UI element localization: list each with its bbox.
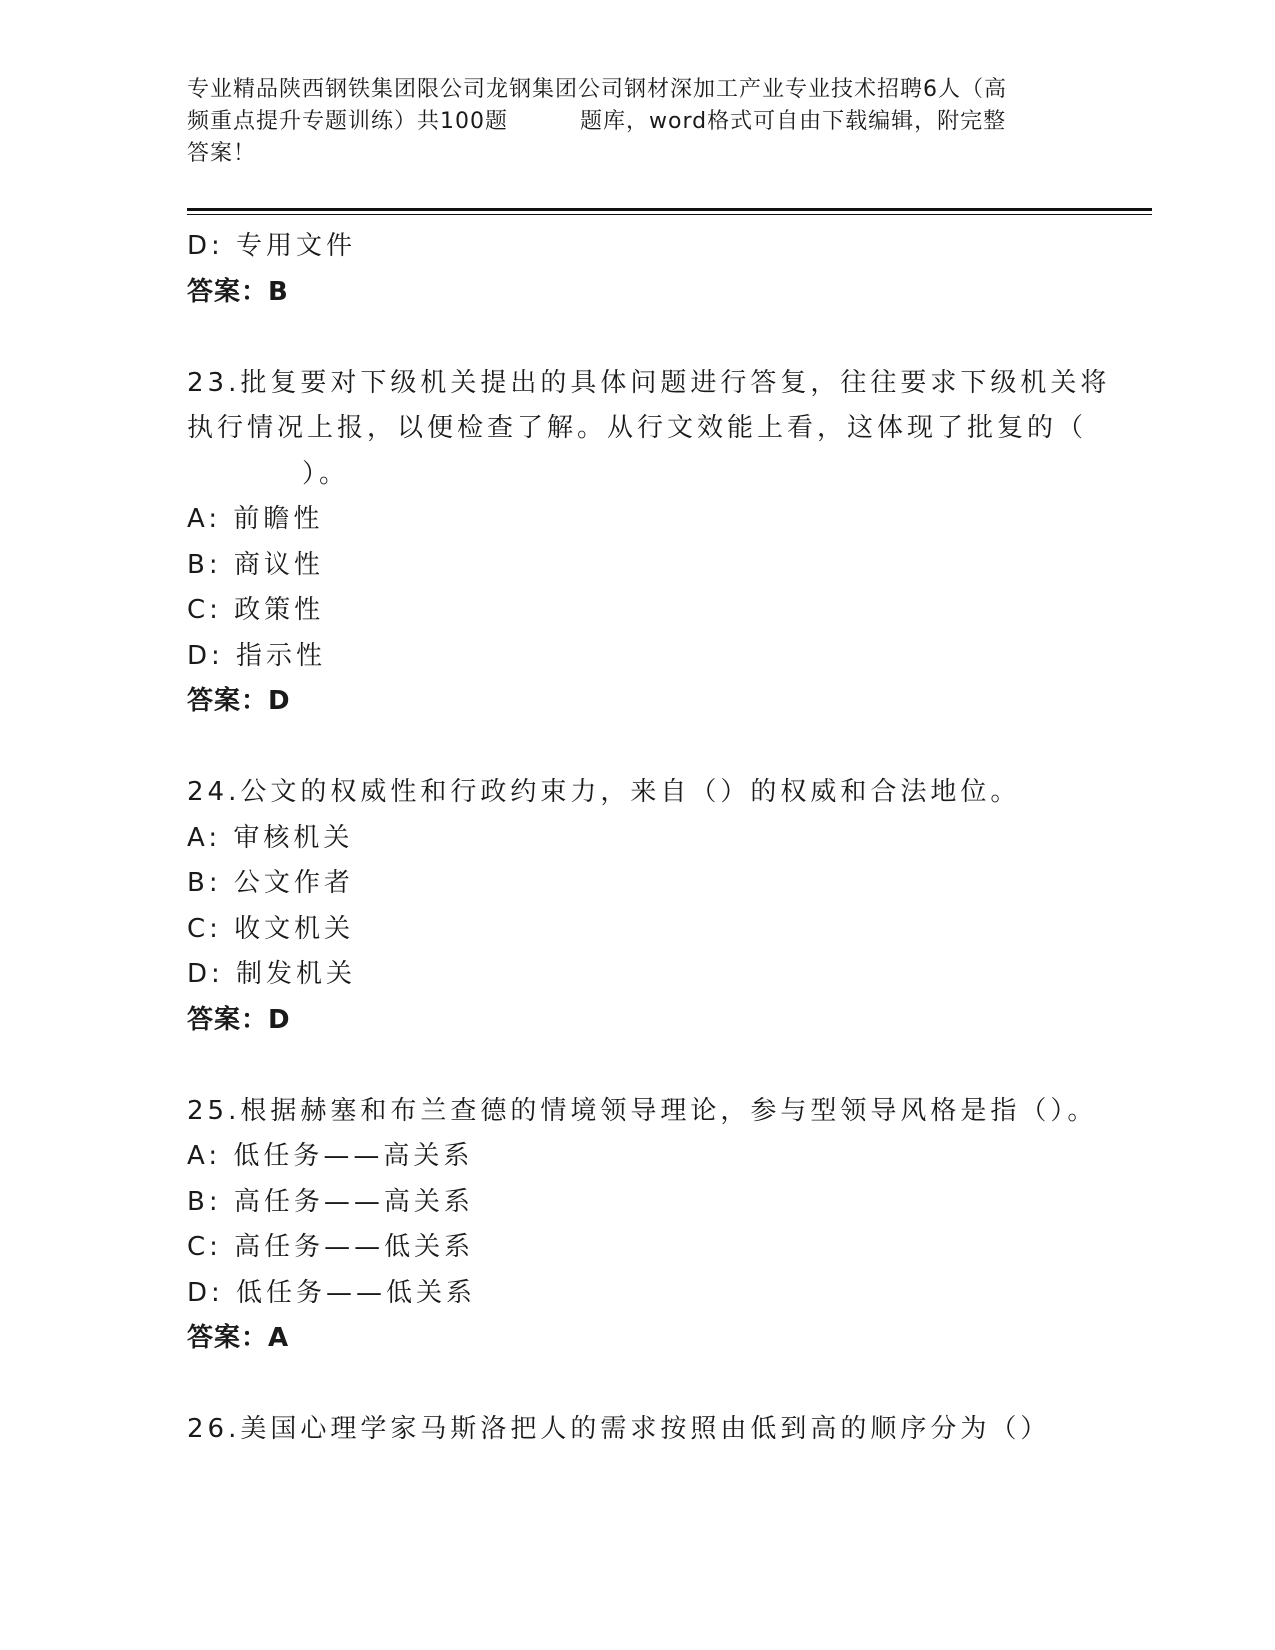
option-b: B: 高任务——高关系	[187, 1186, 474, 1217]
option-c: C: 收文机关	[187, 913, 355, 944]
header-line-2-part-a: 频重点提升专题训练）共100题	[187, 109, 508, 134]
header-line-2	[187, 106, 1087, 138]
question-stem: 25.根据赫塞和布兰查德的情境领导理论，参与型领导风格是指（）。	[187, 1095, 1098, 1126]
option-d: D: 指示性	[187, 640, 327, 671]
question-stem: 23.批复要对下级机关提出的具体问题进行答复，往往要求下级机关将	[187, 367, 1111, 398]
header-divider-thick	[187, 208, 1152, 211]
option-b: B: 商议性	[187, 549, 324, 580]
header-divider-thin	[187, 214, 1152, 215]
answer: 答案：A	[187, 1323, 290, 1353]
option-d: D: 低任务——低关系	[187, 1277, 477, 1308]
question-stem: 执行情况上报，以便检查了解。从行文效能上看，这体现了批复的（	[187, 413, 1088, 443]
header-line-1: 专业精品陕西钢铁集团限公司龙钢集团公司钢材深加工产业专业技术招聘6人（高	[187, 77, 1007, 102]
answer: 答案：D	[187, 1004, 291, 1035]
option-a: A: 审核机关	[187, 822, 354, 853]
answer: 答案：D	[187, 686, 291, 716]
option-d: D: 制发机关	[187, 959, 357, 989]
option-c: C: 高任务——低关系	[187, 1232, 475, 1262]
option-a: A: 前瞻性	[187, 504, 324, 534]
question-stem: ）。	[302, 458, 350, 489]
header-line-3: 答案！	[187, 141, 257, 166]
question-list	[187, 224, 1111, 1453]
question-stem: 24.公文的权威性和行政约束力，来自（）的权威和合法地位。	[187, 777, 1021, 807]
document-header	[187, 74, 1087, 170]
header-line-2-part-b: 题库，word格式可自由下载编辑，附完整	[580, 109, 1007, 134]
option-b: B: 公文作者	[187, 868, 354, 898]
option-d: D: 专用文件	[187, 231, 357, 261]
answer: 答案：B	[187, 276, 289, 307]
option-c: C: 政策性	[187, 595, 325, 625]
question-stem: 26.美国心理学家马斯洛把人的需求按照由低到高的顺序分为（）	[187, 1414, 1051, 1444]
option-a: A: 低任务——高关系	[187, 1141, 474, 1171]
